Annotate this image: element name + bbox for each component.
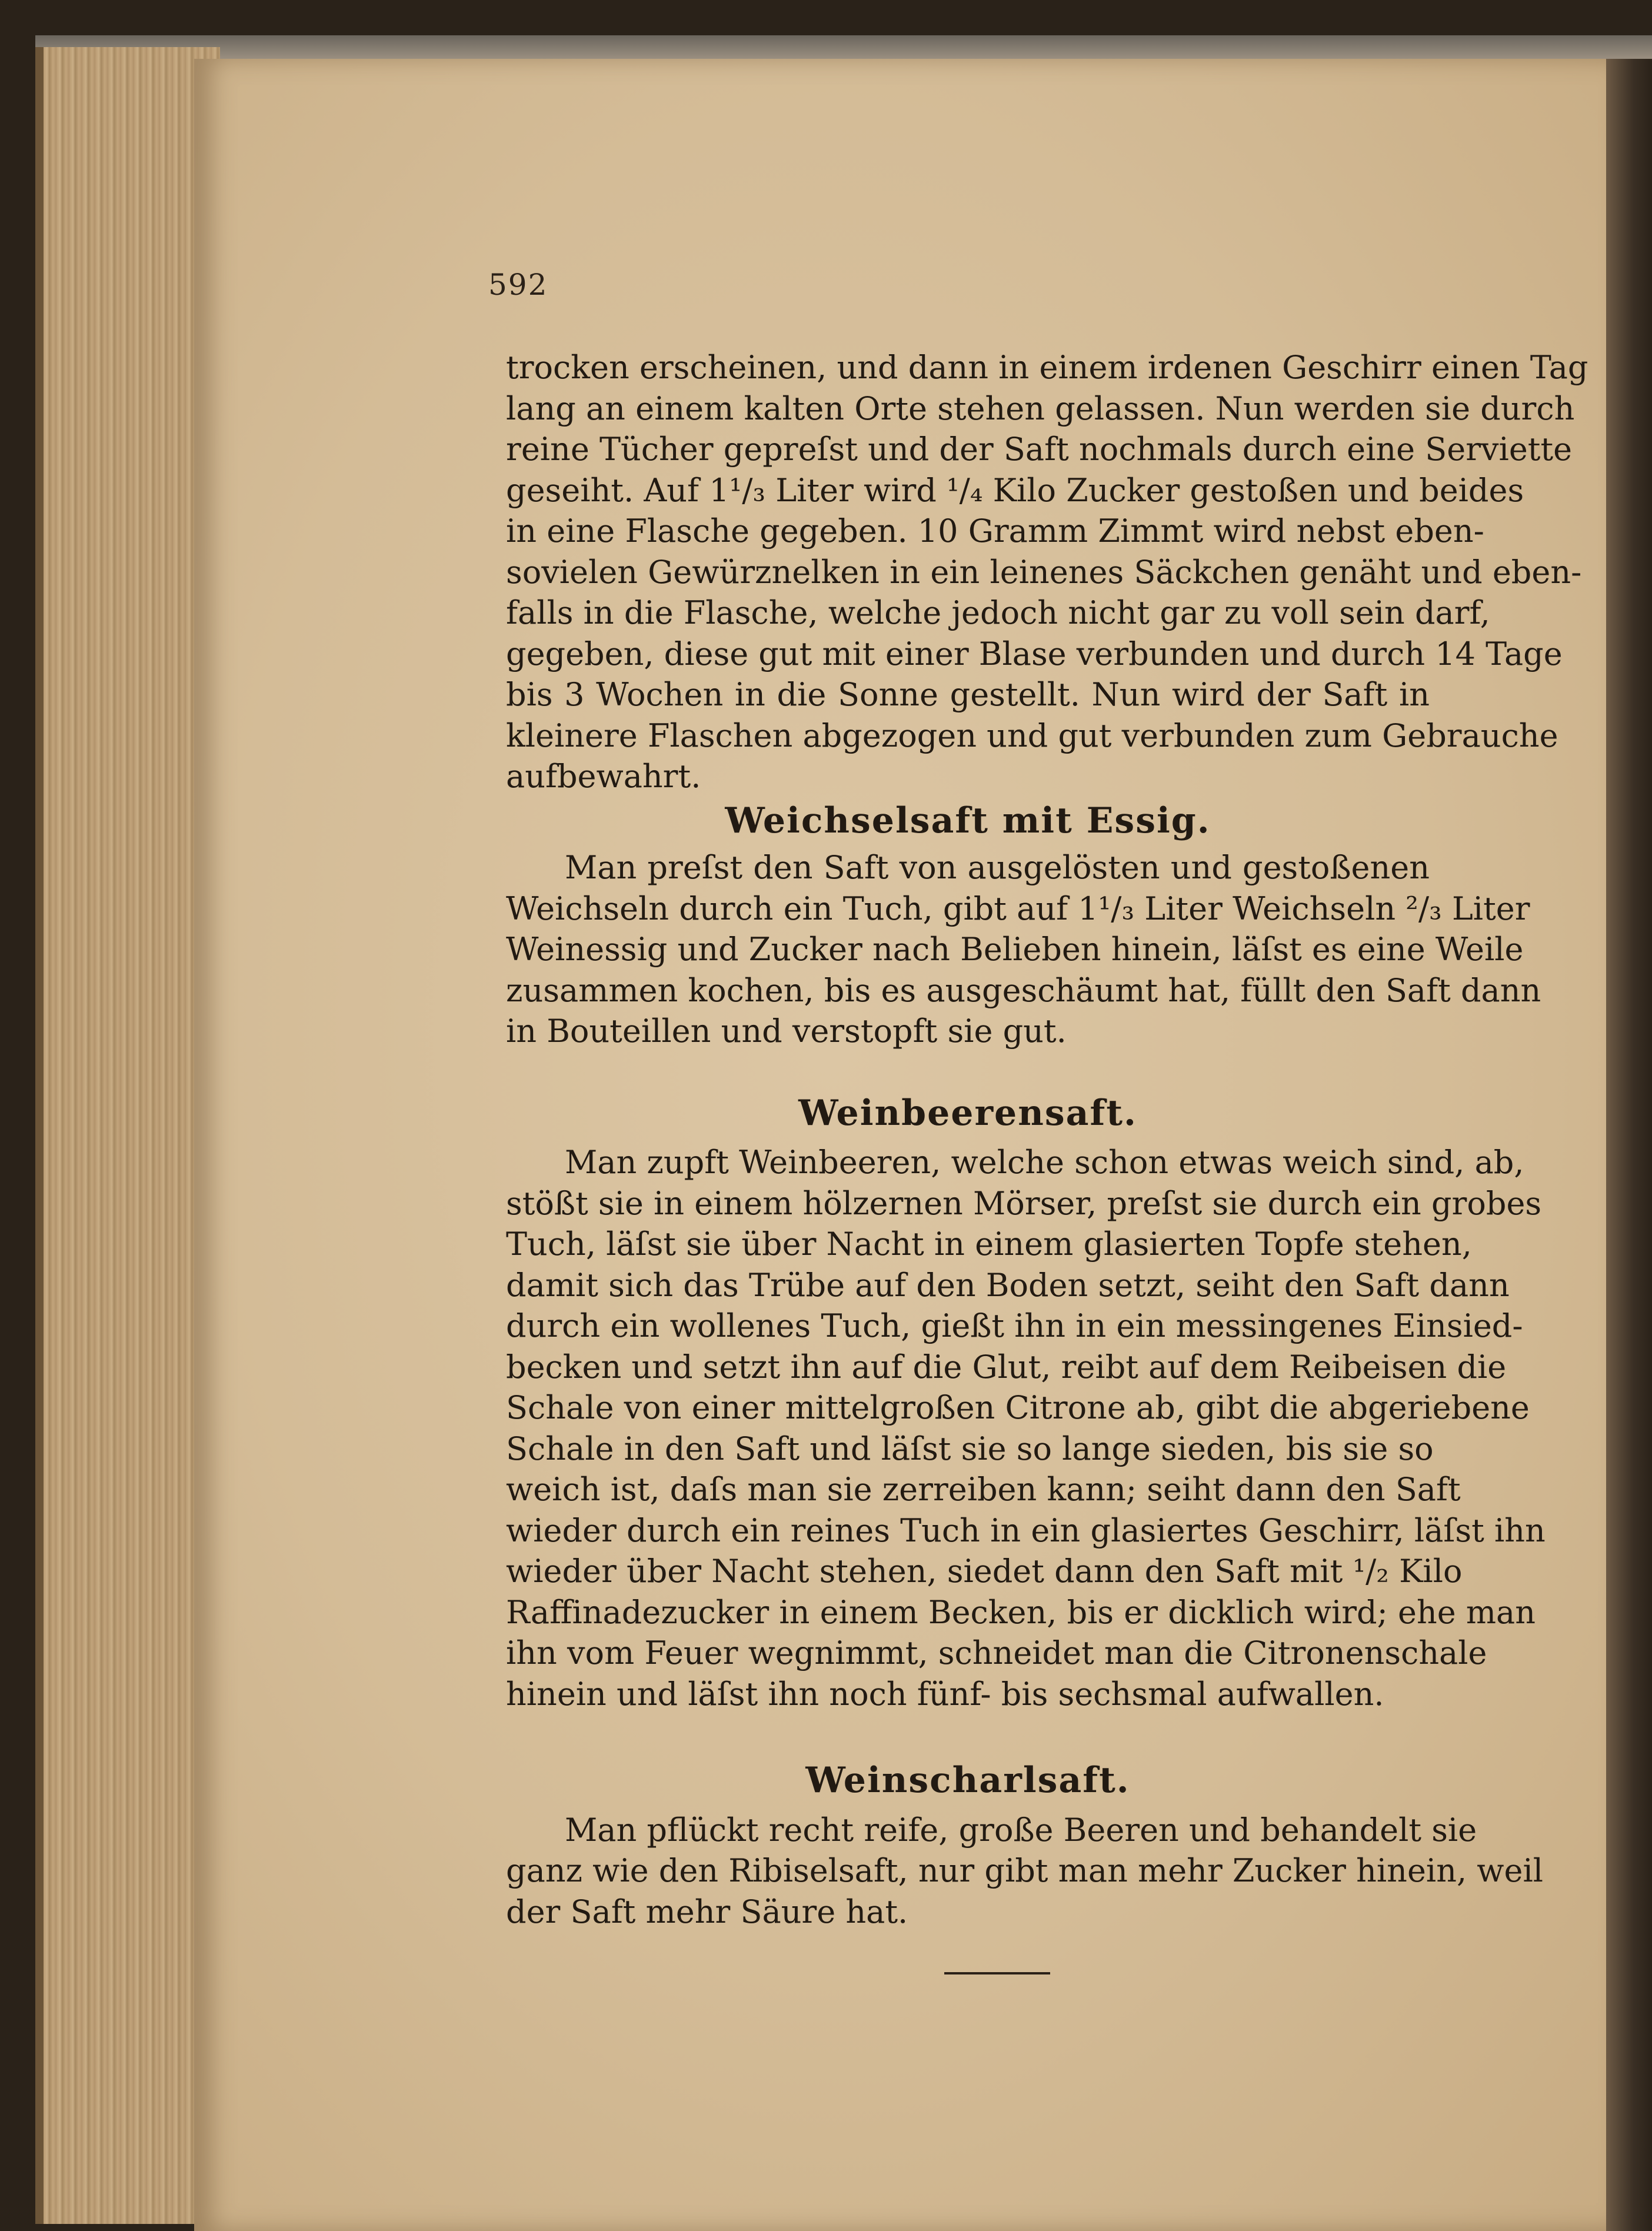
text-line: aufbewahrt. [506, 758, 701, 795]
text-line: Man pflückt recht reife, große Beeren und behandelt sie [565, 1811, 1477, 1849]
section-paragraph-weinbeerensaft [506, 1142, 1546, 1714]
text-line: in eine Flasche gegeben. 10 Gramm Zimmt wird nebst eben- [506, 512, 1484, 550]
text-line: weich ist, daſs man sie zerreiben kann; seiht dann den Saft [506, 1471, 1461, 1508]
page-text [506, 347, 1588, 1974]
text-line: in Bouteillen und verstopft sie gut. [506, 1013, 1067, 1050]
text-line: sovielen Gewürznelken in ein leinenes Säckchen genäht und eben- [506, 553, 1582, 591]
text-line: reine Tücher gepreſst und der Saft nochmals durch eine Serviette [506, 431, 1573, 468]
book-gutter [1606, 59, 1652, 2231]
text-line: ganz wie den Ribiselsaft, nur gibt man mehr Zucker hinein, weil [506, 1852, 1544, 1889]
text-line: Weinessig und Zucker nach Belieben hinein, läſst es eine Weile [506, 931, 1524, 968]
text-line: Schale in den Saft und läſst sie so lange sieden, bis sie so [506, 1430, 1434, 1467]
text-line: Raffinadezucker in einem Becken, bis er dicklich wird; ehe man [506, 1593, 1536, 1631]
text-line: wieder durch ein reines Tuch in ein glasiertes Geschirr, läſst ihn [506, 1511, 1546, 1549]
text-line: kleinere Flaschen abgezogen und gut verbunden zum Gebrauche [506, 717, 1558, 754]
text-line: Man zupft Weinbeeren, welche schon etwas weich sind, ab, [565, 1144, 1524, 1181]
text-line: geseiht. Auf 1¹/₃ Liter wird ¹/₄ Kilo Zucker gestoßen und beides [506, 471, 1524, 509]
text-line: zusammen kochen, bis es ausgeschäumt hat, füllt den Saft dann [506, 971, 1541, 1009]
text-line: Man preſst den Saft von ausgelösten und gestoßenen [565, 849, 1430, 886]
section-heading-weinbeerensaft: Weinbeerensaft. [798, 1092, 1137, 1134]
section-heading-weichselsaft: Weichselsaft mit Essig. [725, 800, 1211, 841]
book-top-edge [35, 35, 1652, 59]
section-paragraph-weinscharlsaft [506, 1810, 1544, 1933]
text-line: becken und setzt ihn auf die Glut, reibt auf dem Reibeisen die [506, 1348, 1507, 1386]
text-line: der Saft mehr Säure hat. [506, 1893, 908, 1930]
page-number: 592 [488, 268, 548, 302]
text-line: gegeben, diese gut mit einer Blase verbunden und durch 14 Tage [506, 635, 1563, 672]
text-line: damit sich das Trübe auf den Boden setzt, seiht den Saft dann [506, 1266, 1510, 1304]
text-line: durch ein wollenes Tuch, gießt ihn in ein messingenes Einsied- [506, 1307, 1523, 1344]
text-line: hinein und läſst ihn noch fünf- bis sechsmal aufwallen. [506, 1675, 1384, 1713]
section-paragraph-weichselsaft [506, 847, 1541, 1052]
text-line: lang an einem kalten Orte stehen gelassen. Nun werden sie durch [506, 389, 1575, 427]
text-line: stößt sie in einem hölzernen Mörser, preſst sie durch ein grobes [506, 1184, 1542, 1222]
text-line: bis 3 Wochen in die Sonne gestellt. Nun wird der Saft in [506, 676, 1430, 713]
stacked-page-edges [35, 47, 220, 2224]
text-line: Weichseln durch ein Tuch, gibt auf 1¹/₃ Liter Weichseln ²/₃ Liter [506, 890, 1530, 927]
closing-rule [944, 1972, 1050, 1974]
text-line: trocken erscheinen, und dann in einem irdenen Geschirr einen Tag [506, 349, 1588, 386]
text-line: falls in die Flasche, welche jedoch nicht gar zu voll sein darf, [506, 594, 1490, 631]
section-heading-weinscharlsaft: Weinscharlsaft. [805, 1760, 1130, 1801]
text-line: Tuch, läſst sie über Nacht in einem glasierten Topfe stehen, [506, 1226, 1472, 1263]
text-line: wieder über Nacht stehen, siedet dann den Saft mit ¹/₂ Kilo [506, 1553, 1463, 1590]
text-line: Schale von einer mittelgroßen Citrone ab, gibt die abgeriebene [506, 1389, 1530, 1426]
text-line: ihn vom Feuer wegnimmt, schneidet man die Citronenschale [506, 1634, 1487, 1671]
intro-paragraph [506, 347, 1588, 797]
